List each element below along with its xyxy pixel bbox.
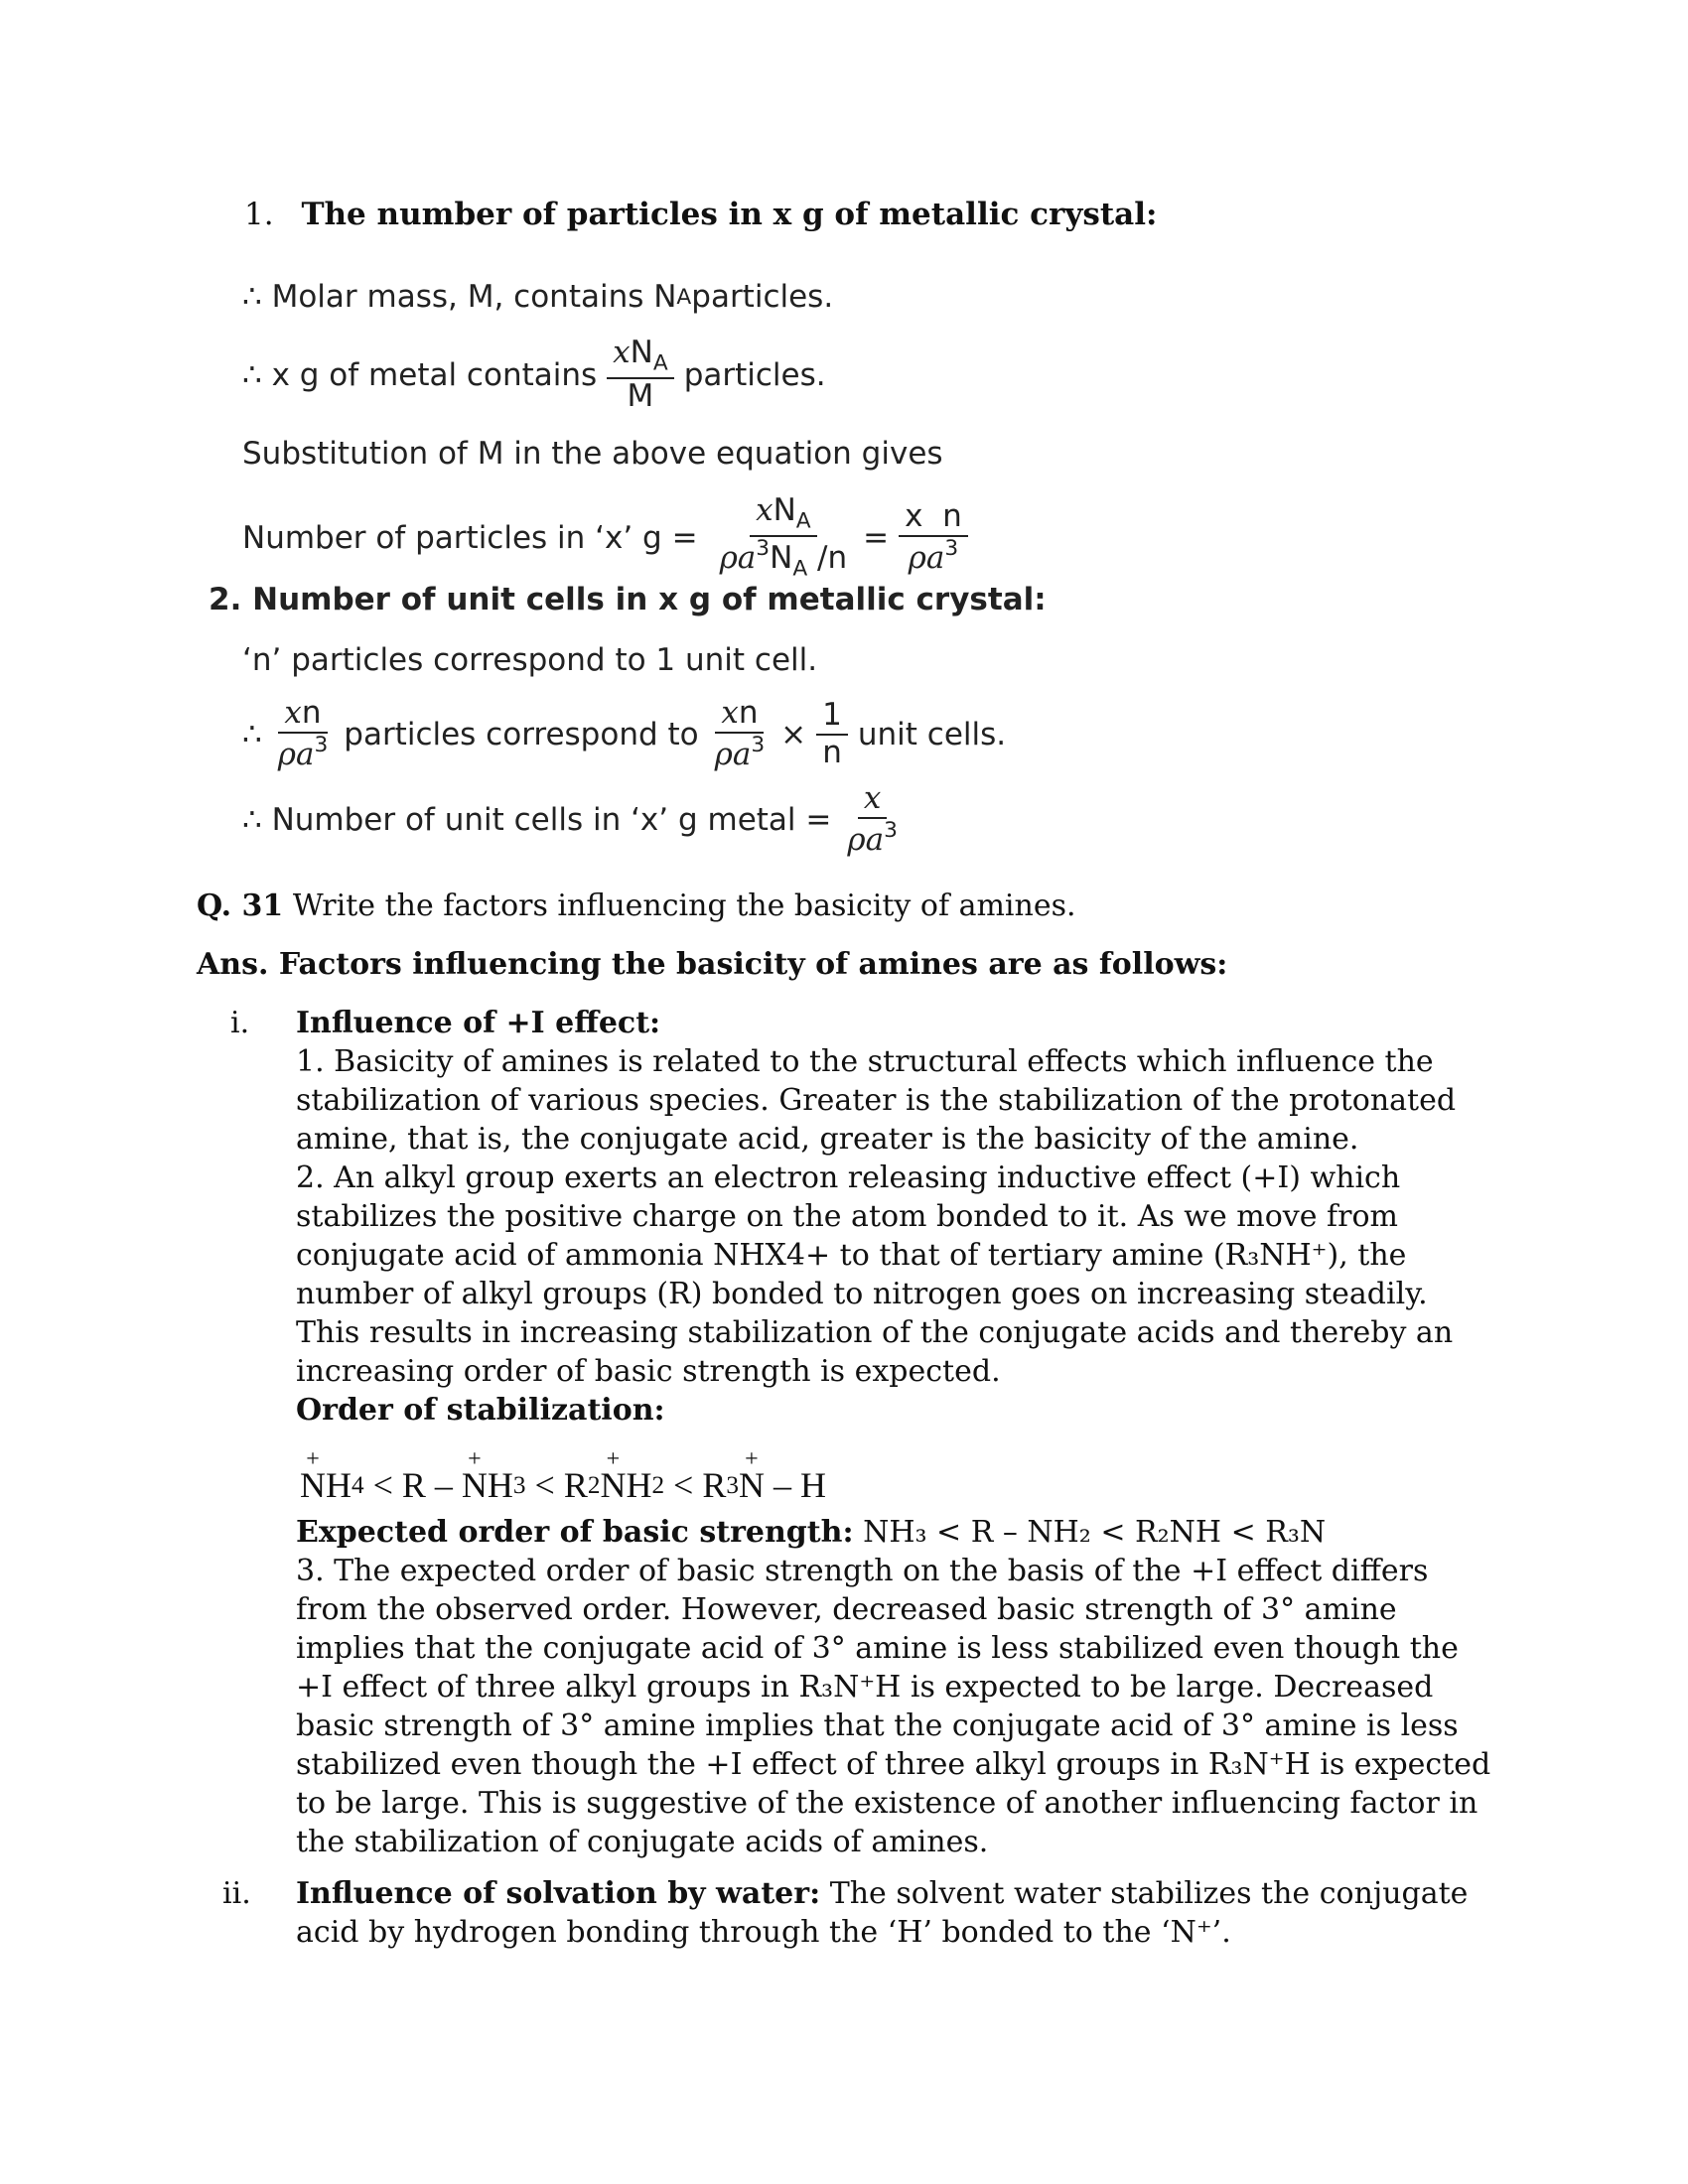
factor-i-point-1: 1. Basicity of amines is related to the structural effects which influence the stabilization of various species. Greater is the stabilization of the protonated amine, that is, the conjugate acid, greater is the basicity of the amine.: [296, 1044, 1457, 1157]
factor-i-title: Influence of +I effect:: [296, 1006, 661, 1040]
fraction-1-over-n: $\frac{1}{n}$: [816, 698, 848, 770]
item1-title: The number of particles in x g of metallic crystal:: [301, 197, 1158, 232]
fraction-xNA-over-M: $\frac{xN_A}{M}$: [607, 336, 674, 414]
expected-order-label: Expected order of basic strength:: [296, 1515, 854, 1550]
question-31: [197, 887, 1487, 925]
factor-ii-marker: ii.: [222, 1876, 251, 1911]
factor-ii-block: [296, 1874, 1497, 1952]
item2-line1: ‘n’ particles correspond to 1 unit cell.: [242, 642, 818, 678]
item1-line4: Number of particles in ‘x’ g = $\frac{xN_A}{\rho a^3N_A /n}$ = $\frac{\text{x n}}{\rho a^3}$: [242, 482, 978, 594]
stabilization-order-equation: + N H 4 < R – + N H 3 < R 2 + N H 2 < R 3 + N – H: [300, 1446, 826, 1505]
fraction-xn-over-rhoa3-a: $\frac{xn}{\rho a^3}$: [277, 695, 329, 772]
fraction-xn-over-rhoa3-b: $\frac{xn}{\rho a^3}$: [714, 695, 766, 772]
item2-title: 2. Number of unit cells in x g of metallic crystal:: [209, 582, 1047, 617]
question-text: Write the factors influencing the basicity of amines.: [283, 888, 1076, 923]
answer-heading: Ans. Factors influencing the basicity of amines are as follows:: [197, 947, 1228, 982]
item1-line3: Substitution of M in the above equation gives: [242, 436, 943, 472]
item2-line2: ∴ $\frac{xn}{\rho a^3}$ particles correspond to $\frac{xn}{\rho a^3}$ × $\frac{1}{n}$ unit cells.: [242, 695, 1007, 772]
item1-heading: [244, 197, 1157, 232]
item1-line1: ∴ Molar mass, M, contains N A particles.: [242, 279, 834, 315]
item1-derivation: [242, 268, 978, 594]
item1-number: 1.: [244, 197, 274, 232]
question-label: Q. 31: [197, 888, 284, 923]
factor-i-point-2: 2. An alkyl group exerts an electron releasing inductive effect (+I) which stabilizes the positive charge on the atom bonded to it. As we move from conjugate acid of ammonia NHX4+ to that of tertiary amine (R₃NH⁺), the number of alkyl groups (R) bonded to nitrogen goes on increasing steadily. This results in increasing stabilization of the conjugate acids and thereby an increasing order of basic strength is expected.: [296, 1160, 1454, 1389]
factor-ii-text: The solvent water stabilizes the conjugate acid by hydrogen bonding through the ‘H’ bonded to the ‘N⁺’.: [296, 1876, 1469, 1950]
item2-heading: [209, 582, 1047, 617]
order-of-stabilization-title: Order of stabilization:: [296, 1393, 665, 1428]
expected-order: [296, 1513, 1497, 1552]
item1-line2: ∴ x g of metal contains $\frac{xN_A}{M}$ particles.: [242, 335, 826, 414]
factor-i-block: [296, 1004, 1497, 1861]
factor-i-point-3: 3. The expected order of basic strength on the basis of the +I effect differs from the observed order. However, decreased basic strength of 3° amine implies that the conjugate acid of 3° amine is less stabilized even though the +I effect of three alkyl groups in R₃N⁺H is expected to be large. Decreased basic strength of 3° amine implies that the conjugate acid of 3° amine is less stabilized even though the +I effect of three alkyl groups in R₃N⁺H is expected to be large. This is suggestive of the existence of another influencing factor in the stabilization of conjugate acids of amines.: [296, 1554, 1491, 1859]
fraction-xn-over-rhoa3: $\frac{\text{x n}}{\rho a^3}$: [899, 499, 968, 576]
factor-ii-title: Influence of solvation by water:: [296, 1876, 821, 1911]
expected-order-value: NH₃ < R – NH₂ < R₂NH < R₃N: [853, 1515, 1327, 1550]
fraction-x-over-rhoa3: $\frac{x}{\rho a^3}$: [847, 780, 898, 858]
item2-derivation: [242, 631, 1006, 860]
item2-line3: ∴ Number of unit cells in ‘x’ g metal = $\frac{x}{\rho a^3}$: [242, 780, 1006, 860]
fraction-particles: $\frac{xN_A}{\rho a^3N_A /n}$: [719, 492, 848, 582]
factor-i-marker: i.: [230, 1006, 250, 1040]
